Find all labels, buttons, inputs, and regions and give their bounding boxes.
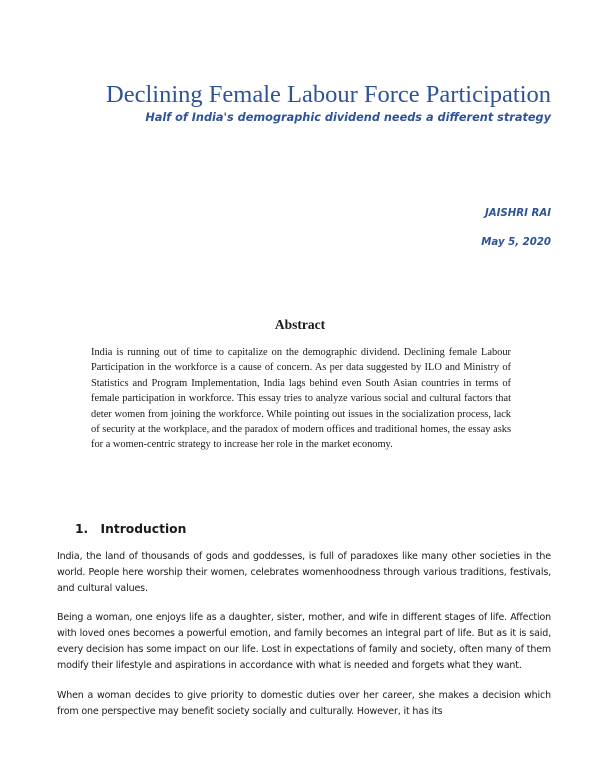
- section-number: 1.: [75, 522, 89, 536]
- abstract-heading: Abstract: [274, 317, 326, 332]
- paper-title: Declining Female Labour Force Participation: [106, 81, 551, 108]
- body-paragraph: When a woman decides to give priority to domestic duties over her career, she makes a decision which from one perspective may benefit society socially and culturally. However, it has its: [57, 690, 551, 717]
- paper-subtitle: Half of India's demographic dividend needs a different strategy: [145, 111, 551, 124]
- section-heading: [75, 522, 186, 536]
- body-paragraph: India, the land of thousands of gods and goddesses, is full of paradoxes like many other societies in the world. People here worship their women, celebrates womenhoodness through various traditions, festivals, and cultural values.: [57, 551, 551, 594]
- abstract-body: India is running out of time to capitalize on the demographic dividend. Declining female Labour Participation in the workforce is a cause of concern. As per data suggested by ILO and Ministry of Statistics and Program Implementation, India lags behind even South Asian countries in terms of female participation in workforce. This essay tries to analyze various social and cultural factors that deter women from joining the workforce. While pointing out issues in the socialization process, lack of security at the workplace, and the paradox of modern offices and traditional homes, the essay asks for a women-centric strategy to increase her role in the market economy.: [91, 347, 511, 451]
- section-title: Introduction: [100, 522, 187, 536]
- author-name: JAISHRI RAI: [484, 208, 551, 219]
- publication-date: May 5, 2020: [481, 237, 551, 248]
- body-paragraph: Being a woman, one enjoys life as a daughter, sister, mother, and wife in different stages of life. Affection with loved ones becomes a powerful emotion, and family becomes an integral part of life. But as it is said, every decision has some impact on our life. Lost in expectations of family and society, often many of them modify their lifestyle and aspirations in accordance with what is needed and forgets what they want.: [57, 612, 551, 671]
